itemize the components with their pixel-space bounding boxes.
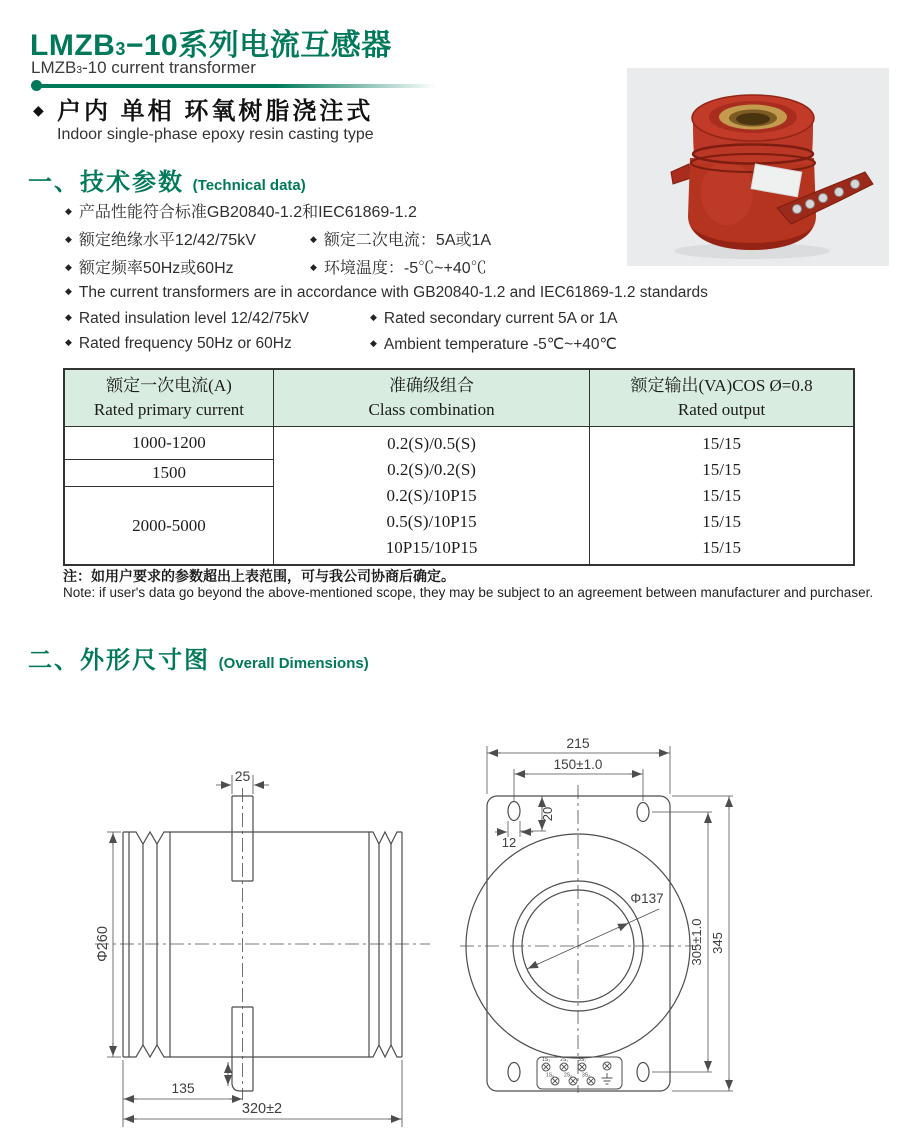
ground-symbol-icon [602, 1073, 613, 1084]
diamond-bullet-icon: ◆ [370, 312, 377, 322]
table-header-row [64, 369, 854, 427]
dim-label-hole-spacing: 150±1.0 [553, 757, 603, 772]
dim-label-inner-diameter: Φ137 [630, 891, 664, 906]
diamond-bullet-icon: ◆ [65, 262, 72, 272]
section2-title-en: (Overall Dimensions) [218, 655, 369, 672]
tech-bullet-row: ◆ The current transformers are in accordance with GB20840-1.2 and IEC61869-1.2 standards [65, 284, 708, 301]
section2-title: 二、外形尺寸图 (Overall Dimensions) [28, 647, 369, 674]
dim-label-diameter: Φ260 [95, 926, 111, 962]
col-header-primary-current: 额定一次电流(A) Rated primary current [64, 369, 273, 427]
spec-table [63, 368, 855, 566]
page-subtitle: LMZB3-10 current transformer [31, 58, 256, 77]
diamond-bullet-icon: ◆ [65, 312, 72, 322]
dim-label-hole-height: 20 [540, 806, 555, 822]
table-note-en: Note: if user's data go beyond the above-mentioned scope, they may be subject to an agreement between manufacturer and purchaser. [63, 585, 874, 600]
feature-heading-zh: 户内 单相 环氧树脂浇注式 [57, 98, 374, 125]
terminal-label: 3S₁ [578, 1057, 586, 1063]
terminal-label: 1S₂ [545, 1072, 555, 1079]
dim-label-mount-height: 305±1.0 [689, 918, 704, 966]
tech-bullet-row: ◆ Rated insulation level 12/42/75kV ◆ Rated secondary current 5A or 1A [65, 310, 618, 327]
dim-label-overall-width: 320±2 [241, 1101, 283, 1117]
section1-title-en: (Technical data) [192, 177, 306, 194]
dim-label-overall-width: 215 [566, 735, 590, 751]
diamond-bullet-icon: ◆ [370, 338, 377, 348]
terminal-label: 2S₁ [560, 1057, 568, 1063]
dim-label-offset: 135 [171, 1080, 195, 1096]
terminal-label: 2S₂ [563, 1072, 573, 1079]
tech-bullet-row: ◆ 额定绝缘水平12/42/75kV ◆ 额定二次电流：5A或1A [65, 232, 492, 249]
col-header-class-combination: 准确级组合 Class combination [273, 369, 589, 427]
class-combination-cell: 0.2(S)/0.5(S) 0.2(S)/0.2(S) 0.2(S)/10P15 0.5(S)/10P15 10P15/10P15 [273, 427, 589, 566]
dim-label-overall-height: 345 [710, 932, 725, 954]
tech-bullet-row: ◆ 额定频率50Hz或60Hz ◆ 环境温度：-5℃~+40℃ [65, 260, 487, 277]
diamond-bullet-icon: ◆ [65, 206, 72, 216]
diamond-bullet-icon: ◆ [65, 337, 72, 347]
terminal-label: 3S₂ [581, 1072, 591, 1079]
primary-current-cell: 2000-5000 [64, 487, 273, 566]
tech-bullet-row: ◆ Rated frequency 50Hz or 60Hz ◆ Ambient temperature -5℃~+40℃ [65, 335, 617, 353]
diamond-bullet-icon: ◆ [310, 234, 317, 244]
diamond-bullet-icon: ◆ [33, 102, 44, 118]
dim-label-hole-width: 12 [501, 835, 517, 850]
divider-line [36, 84, 436, 88]
terminal-label: 1S₁ [542, 1057, 550, 1063]
rated-output-cell: 15/15 15/15 15/15 15/15 15/15 [590, 427, 854, 566]
section1-title: 一、技术参数 (Technical data) [28, 169, 306, 196]
col-header-rated-output: 额定输出(VA)COS Ø=0.8 Rated output [590, 369, 854, 427]
diamond-bullet-icon: ◆ [310, 262, 317, 272]
front-view-drawing [450, 731, 750, 1142]
table-note-zh: 注：如用户要求的参数超出上表范围，可与我公司协商后确定。 [63, 568, 455, 584]
diamond-bullet-icon: ◆ [65, 286, 72, 296]
primary-current-cell: 1500 [64, 460, 273, 487]
table-row [64, 427, 854, 460]
side-view-drawing [85, 744, 440, 1142]
diamond-bullet-icon: ◆ [65, 234, 72, 244]
page-title: LMZB3−10系列电流互感器 [30, 29, 392, 62]
feature-heading-en: Indoor single-phase epoxy resin casting type [57, 126, 374, 143]
primary-current-cell: 1000-1200 [64, 427, 273, 460]
dim-label-tab-width: 25 [234, 768, 251, 784]
tech-bullet-row: ◆ 产品性能符合标准GB20840-1.2和IEC61869-1.2 [65, 204, 417, 221]
